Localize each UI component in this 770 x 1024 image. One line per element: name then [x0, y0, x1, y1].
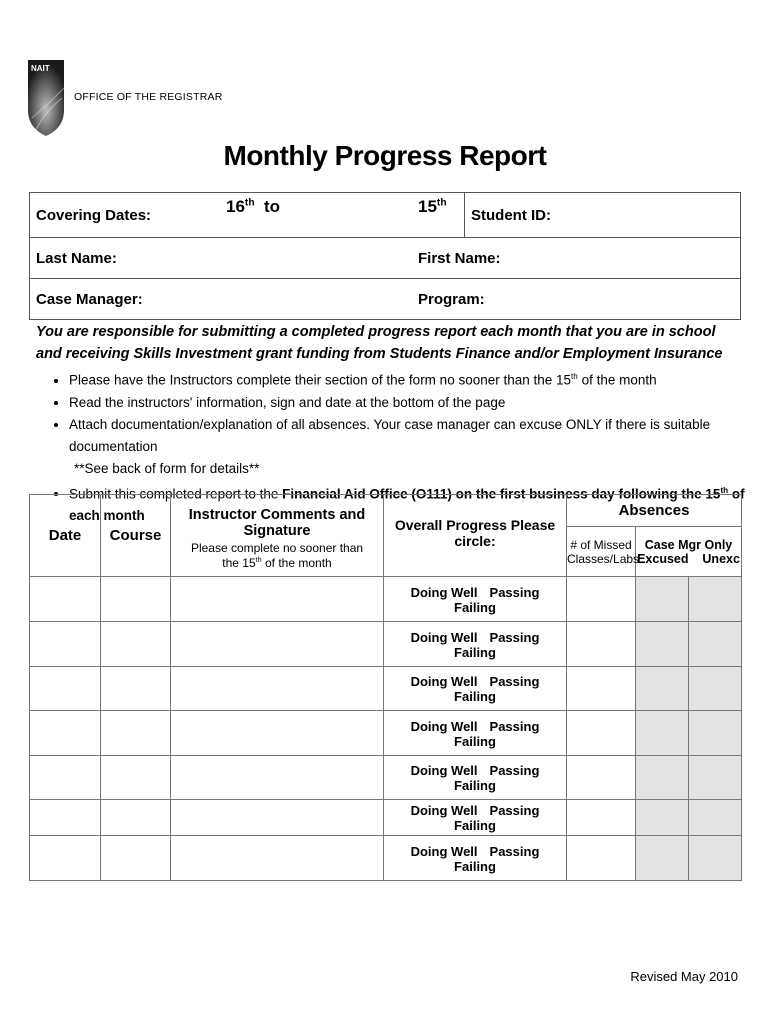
- last-name-field[interactable]: [30, 238, 413, 279]
- missed-cell[interactable]: [567, 800, 636, 836]
- date-cell[interactable]: [30, 622, 101, 667]
- progress-cell[interactable]: [384, 667, 567, 711]
- date-cell[interactable]: [30, 577, 101, 622]
- instructor-sub1: Please complete no sooner than: [190, 541, 364, 555]
- failing-option[interactable]: Failing: [454, 600, 496, 615]
- excused-cell[interactable]: [636, 711, 689, 756]
- col-missed: [567, 527, 640, 577]
- program-field[interactable]: [412, 279, 741, 320]
- unexc-cell[interactable]: [689, 711, 742, 756]
- instruction-2: • Read the instructors' information, sign and date at the bottom of the page: [69, 392, 770, 414]
- doing-well-option[interactable]: Doing Well: [410, 674, 478, 689]
- unexc-cell[interactable]: [689, 836, 742, 881]
- instruction-1: [69, 366, 770, 392]
- table-row: [30, 711, 742, 756]
- page-title: Monthly Progress Report: [223, 140, 547, 171]
- instruction-4-bold: Financial Aid Office (O111) on the first business day following the 15: [282, 486, 721, 501]
- passing-option[interactable]: Passing: [489, 585, 540, 600]
- office-of-registrar: OFFICE OF THE REGISTRAR: [74, 91, 223, 103]
- table-row: [30, 667, 742, 711]
- instruction-1-text: Please have the Instructors complete their section of the form no sooner than the 15: [69, 372, 572, 388]
- instructor-cell[interactable]: [171, 836, 384, 881]
- instructor-cell[interactable]: [171, 800, 384, 836]
- date-cell[interactable]: [30, 800, 101, 836]
- instructor-sub2-text: the 15: [222, 556, 256, 570]
- instruction-3: [69, 414, 770, 480]
- col-absences: Absences: [567, 495, 742, 527]
- passing-option[interactable]: Passing: [489, 674, 540, 689]
- doing-well-option[interactable]: Doing Well: [410, 630, 478, 645]
- progress-cell[interactable]: [384, 756, 567, 800]
- instruction-3-note: **See back of form for details**: [74, 460, 260, 476]
- case-mgr-only: Case Mgr Only: [644, 537, 733, 552]
- excused-cell[interactable]: [636, 836, 689, 881]
- table-row: [30, 800, 742, 836]
- passing-option[interactable]: Passing: [489, 719, 540, 734]
- logo-text: NAIT: [31, 64, 50, 73]
- col-date: Date: [30, 495, 101, 577]
- progress-cell[interactable]: [384, 800, 567, 836]
- instruction-3-text: Attach documentation/explanation of all absences. Your case manager can excuse ONLY if there is suitable documentation: [69, 416, 711, 454]
- col-case-mgr: [636, 527, 742, 577]
- program-label: Program:: [418, 290, 485, 308]
- doing-well-option[interactable]: Doing Well: [410, 844, 478, 859]
- excused-cell[interactable]: [636, 800, 689, 836]
- table-row: [30, 577, 742, 622]
- excused-cell[interactable]: [636, 622, 689, 667]
- to-word: to: [264, 197, 281, 216]
- unexc-cell[interactable]: [689, 622, 742, 667]
- instruction-4-end: of each month: [69, 486, 745, 523]
- instructor-cell[interactable]: [171, 667, 384, 711]
- col-instructor: [171, 495, 384, 577]
- progress-table: [29, 494, 742, 881]
- date-cell[interactable]: [30, 711, 101, 756]
- instructor-cell[interactable]: [171, 577, 384, 622]
- case-manager-field[interactable]: [30, 279, 413, 320]
- student-info-table: [29, 192, 741, 320]
- course-cell[interactable]: [101, 711, 171, 756]
- missed-line2: Classes/Labs: [567, 551, 640, 566]
- unexc-cell[interactable]: [689, 667, 742, 711]
- course-cell[interactable]: [101, 577, 171, 622]
- excused-cell[interactable]: [636, 667, 689, 711]
- nait-logo: [26, 58, 66, 138]
- failing-option[interactable]: Failing: [454, 689, 496, 704]
- doing-well-option[interactable]: Doing Well: [410, 719, 478, 734]
- failing-option[interactable]: Failing: [454, 778, 496, 793]
- col-course: Course: [101, 495, 171, 577]
- covering-dates-label: Covering Dates:: [30, 193, 221, 238]
- instructor-title: Instructor Comments and Signature: [188, 507, 366, 539]
- doing-well-option[interactable]: Doing Well: [410, 585, 478, 600]
- revised-date: Revised May 2010: [630, 969, 738, 984]
- date-to-day: 15: [418, 197, 437, 216]
- first-name-label: First Name:: [418, 249, 501, 267]
- date-to-sup: th: [436, 197, 447, 209]
- case-manager-label: Case Manager:: [36, 290, 143, 308]
- course-cell[interactable]: [101, 756, 171, 800]
- instructor-sub2: [171, 555, 383, 570]
- date-cell[interactable]: [30, 667, 101, 711]
- instructor-sub2-end: of the month: [261, 556, 332, 570]
- course-cell[interactable]: [101, 800, 171, 836]
- excused-cell[interactable]: [636, 577, 689, 622]
- date-cell[interactable]: [30, 756, 101, 800]
- instructor-sub2-sup: th: [255, 555, 262, 564]
- passing-option[interactable]: Passing: [489, 630, 540, 645]
- table-row: [30, 836, 742, 881]
- instruction-1-sup: th: [571, 372, 578, 381]
- missed-cell[interactable]: [567, 711, 636, 756]
- first-name-field[interactable]: [412, 238, 741, 279]
- missed-cell[interactable]: [567, 622, 636, 667]
- passing-option[interactable]: Passing: [489, 802, 540, 818]
- failing-option[interactable]: Failing: [454, 817, 496, 833]
- col-overall-progress: Overall Progress Please circle:: [384, 495, 567, 577]
- passing-option[interactable]: Passing: [489, 763, 540, 778]
- missed-cell[interactable]: [567, 836, 636, 881]
- excused-cell[interactable]: [636, 756, 689, 800]
- failing-option[interactable]: Failing: [454, 859, 496, 874]
- progress-cell[interactable]: [384, 836, 567, 881]
- instruction-4-sup: th: [720, 485, 729, 495]
- excused-label: Excused: [637, 551, 689, 566]
- date-from[interactable]: [220, 193, 412, 238]
- table-row: [30, 756, 742, 800]
- unexc-cell[interactable]: [689, 577, 742, 622]
- unexc-cell[interactable]: [689, 756, 742, 800]
- instructor-cell[interactable]: [171, 622, 384, 667]
- table-row: [30, 622, 742, 667]
- date-from-day: 16: [226, 197, 245, 216]
- unexc-cell[interactable]: [689, 800, 742, 836]
- student-id-label: Student ID:: [471, 206, 551, 224]
- last-name-label: Last Name:: [36, 249, 117, 267]
- missed-cell[interactable]: [567, 667, 636, 711]
- missed-line1: # of Missed: [570, 537, 632, 552]
- passing-option[interactable]: Passing: [489, 844, 540, 859]
- progress-cell[interactable]: [384, 711, 567, 756]
- course-cell[interactable]: [101, 667, 171, 711]
- instructor-cell[interactable]: [171, 756, 384, 800]
- unexc-label: Unexc: [702, 551, 740, 566]
- failing-option[interactable]: Failing: [454, 645, 496, 660]
- student-id-field[interactable]: [465, 193, 741, 238]
- failing-option[interactable]: Failing: [454, 734, 496, 749]
- doing-well-option[interactable]: Doing Well: [410, 802, 478, 818]
- missed-cell[interactable]: [567, 756, 636, 800]
- date-to[interactable]: [412, 193, 465, 238]
- course-cell[interactable]: [101, 622, 171, 667]
- instruction-1-end: of the month: [577, 372, 657, 388]
- missed-cell[interactable]: [567, 577, 636, 622]
- instructor-cell[interactable]: [171, 711, 384, 756]
- date-from-sup: th: [244, 197, 255, 209]
- progress-cell[interactable]: [384, 622, 567, 667]
- doing-well-option[interactable]: Doing Well: [410, 763, 478, 778]
- course-cell[interactable]: [101, 836, 171, 881]
- date-cell[interactable]: [30, 836, 101, 881]
- progress-cell[interactable]: [384, 577, 567, 622]
- instruction-4-text: Submit this completed report to the: [69, 486, 283, 501]
- responsibility-notice: You are responsible for submitting a completed progress report each month that you are in school and receiving Skills Investment grant funding from Students Finance and/or Employment Insurance: [36, 324, 723, 362]
